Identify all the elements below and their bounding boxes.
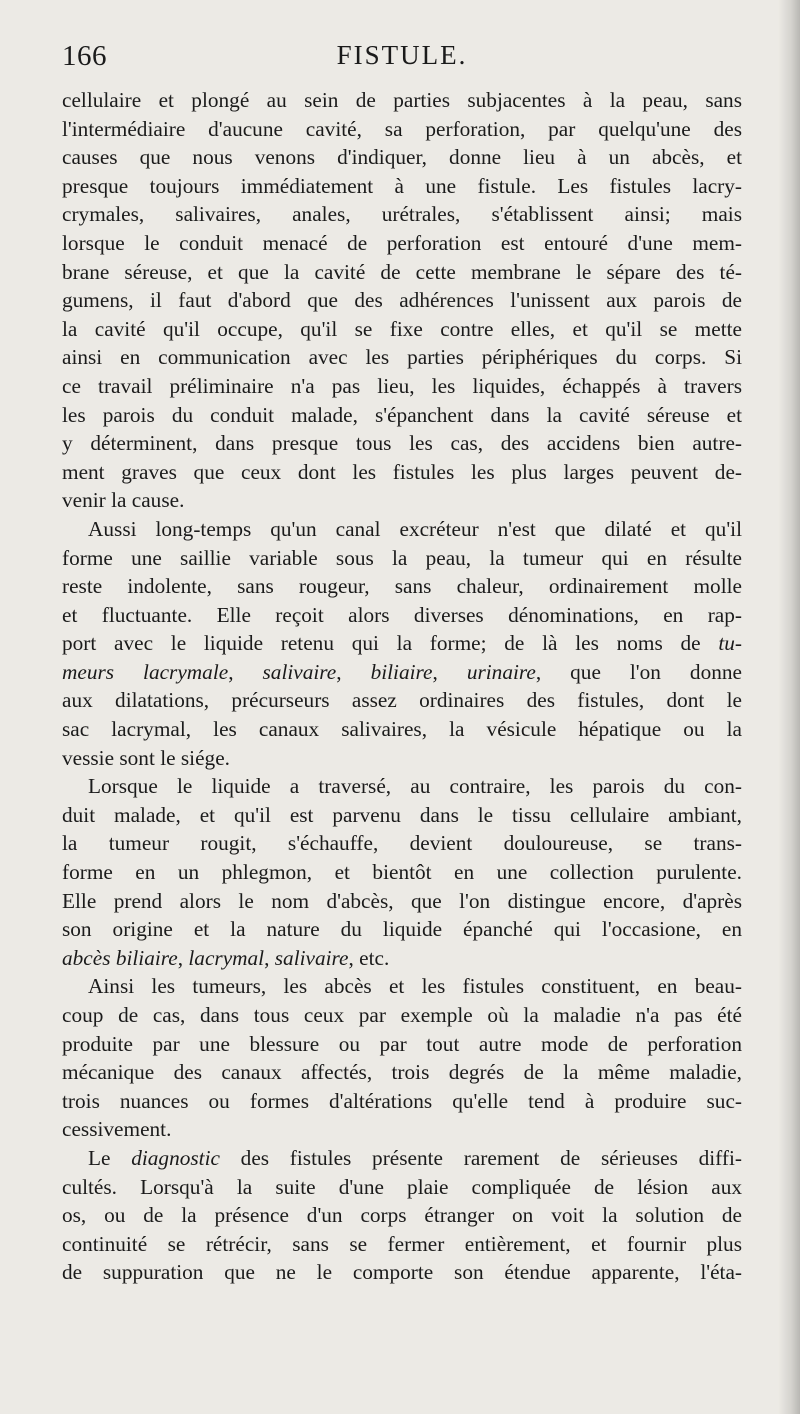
text-line: crymales, salivaires, anales, urétrales, s'établissent ainsi; mais — [62, 202, 742, 227]
text-line: cellulaire et plongé au sein de parties subjacentes à la peau, sans — [62, 88, 742, 112]
text-line: et fluctuante. Elle reçoit alors diverses dénominations, en rap- — [62, 602, 742, 627]
text-line: trois nuances ou formes d'altérations qu'elle tend à produire suc- — [62, 1088, 742, 1113]
text-line: l'intermédiaire d'aucune cavité, sa perforation, par quelqu'une des — [62, 116, 742, 141]
text-line: duit malade, et qu'il est parvenu dans le tissu cellulaire ambiant, — [62, 802, 742, 827]
text-line: brane séreuse, et que la cavité de cette membrane le sépare des té- — [62, 259, 742, 284]
text-line: cultés. Lorsqu'à la suite d'une plaie compliquée de lésion aux — [62, 1174, 742, 1199]
text-line: coup de cas, dans tous ceux par exemple où la maladie n'a pas été — [62, 1003, 742, 1027]
running-title: FISTULE. — [336, 40, 468, 70]
text-line: venir la cause. — [62, 488, 185, 513]
text-line: Aussi long-temps qu'un canal excréteur n'est que dilaté et qu'il — [88, 516, 742, 541]
text-line: ainsi en communication avec les parties périphériques du corps. Si — [62, 345, 742, 370]
page-edge-shadow — [778, 0, 800, 1414]
text-line: lorsque le conduit menacé de perforation est entouré d'une mem- — [62, 230, 742, 255]
text-line: forme une saillie variable sous la peau, la tumeur qui en résulte — [62, 545, 742, 570]
text-line: meurs lacrymale, salivaire, biliaire, urinaire, que l'on donne — [62, 659, 742, 684]
text-line: ment graves que ceux dont les fistules les plus larges peuvent de- — [62, 459, 742, 484]
text-line: Lorsque le liquide a traversé, au contraire, les parois du con- — [88, 774, 742, 799]
text-line: continuité se rétrécir, sans se fermer entièrement, et fournir plus — [62, 1231, 742, 1256]
text-line: abcès biliaire, lacrymal, salivaire, etc. — [62, 945, 390, 970]
text-line: Elle prend alors le nom d'abcès, que l'on distingue encore, d'après — [62, 888, 742, 913]
text-line: vessie sont le siége. — [62, 745, 230, 770]
page-number: 166 — [62, 40, 107, 72]
text-line: gumens, il faut d'abord que des adhérences l'unissent aux parois de — [62, 288, 742, 313]
text-line: ce travail préliminaire n'a pas lieu, les liquides, échappés à travers — [62, 373, 742, 398]
text-line: la cavité qu'il occupe, qu'il se fixe contre elles, et qu'il se mette — [62, 316, 742, 341]
text-line: sac lacrymal, les canaux salivaires, la vésicule hépatique ou la — [62, 717, 742, 742]
text-line: presque toujours immédiatement à une fistule. Les fistules lacry- — [62, 173, 742, 198]
text-line: causes que nous venons d'indiquer, donne lieu à un abcès, et — [62, 145, 742, 170]
text-line: Ainsi les tumeurs, les abcès et les fistules constituent, en beau- — [88, 974, 742, 999]
text-line: son origine et la nature du liquide épanché qui l'occasione, en — [62, 917, 742, 942]
text-line: reste indolente, sans rougeur, sans chaleur, ordinairement molle — [62, 574, 742, 599]
page-header — [62, 40, 742, 84]
text-line: les parois du conduit malade, s'épanchent dans la cavité séreuse et — [62, 402, 742, 427]
text-line: mécanique des canaux affectés, trois degrés de la même maladie, — [62, 1060, 742, 1085]
text-line: port avec le liquide retenu qui la forme; de là les noms de tu- — [62, 631, 742, 656]
text-line: forme en un phlegmon, et bientôt en une collection purulente. — [62, 860, 742, 885]
text-line: y déterminent, dans presque tous les cas, des accidens bien autre- — [62, 431, 742, 456]
text-line: aux dilatations, précurseurs assez ordinaires des fistules, dont le — [62, 688, 742, 713]
text-line: de suppuration que ne le comporte son étendue apparente, l'éta- — [62, 1260, 742, 1285]
body-text — [62, 86, 742, 1287]
text-line: Le diagnostic des fistules présente rarement de sérieuses diffi- — [88, 1145, 742, 1170]
text-line: la tumeur rougit, s'échauffe, devient douloureuse, se trans- — [62, 831, 742, 856]
text-line: cessivement. — [62, 1117, 172, 1142]
text-line: produite par une blessure ou par tout autre mode de perforation — [62, 1031, 742, 1056]
text-line: os, ou de la présence d'un corps étranger on voit la solution de — [62, 1203, 742, 1228]
